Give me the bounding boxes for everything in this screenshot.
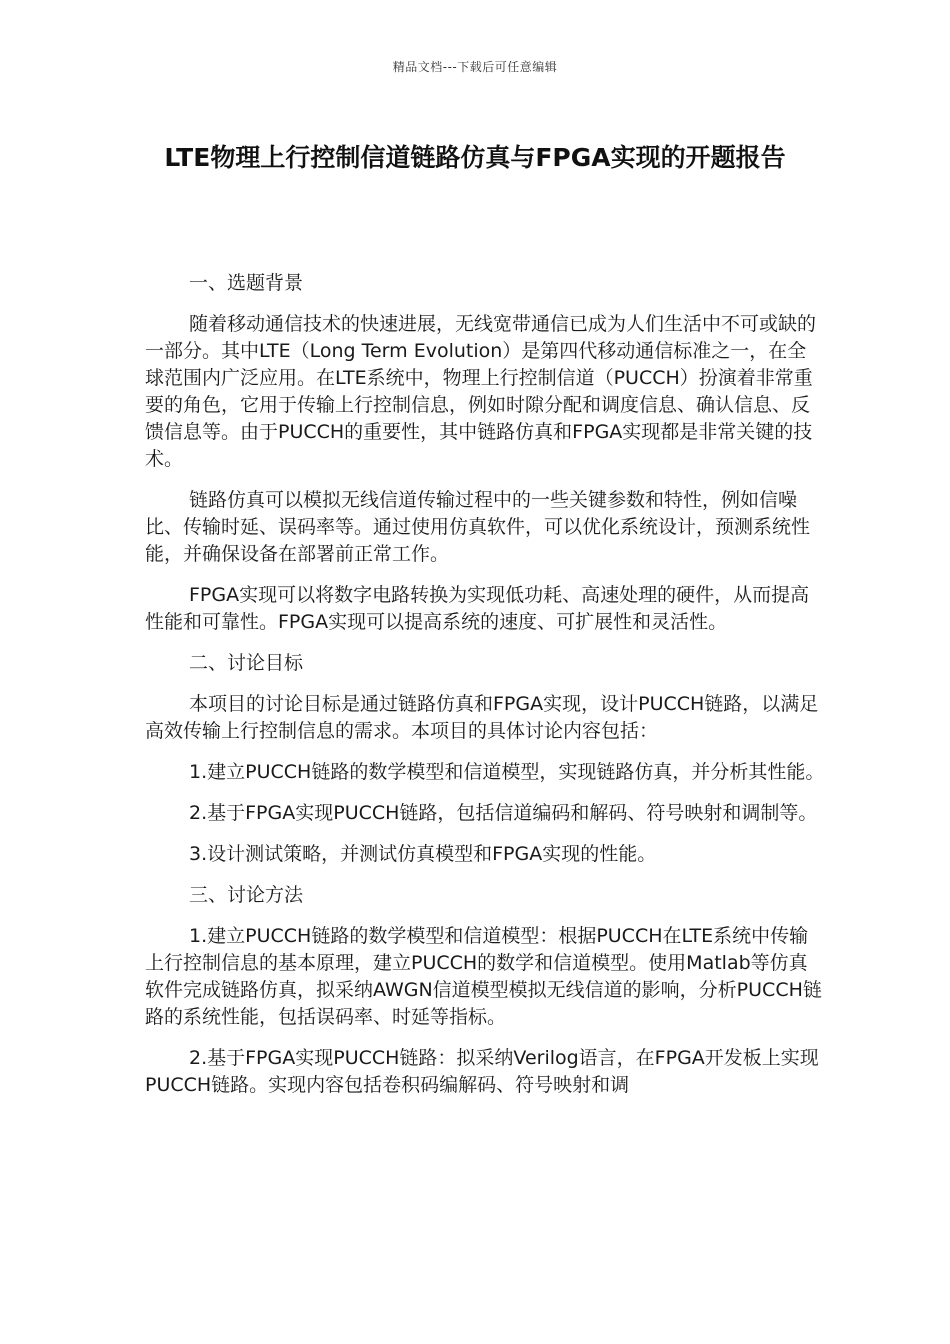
section-heading-goals: 二、讨论目标 xyxy=(189,652,304,674)
paragraph: 本项目的讨论目标是通过链路仿真和FPGA实现，设计PUCCH链路，以满足高效传输上行控制信息的需求。本项目的具体讨论内容包括： xyxy=(145,693,819,742)
paragraph: FPGA实现可以将数字电路转换为实现低功耗、高速处理的硬件，从而提高性能和可靠性。FPGA实现可以提高系统的速度、可扩展性和灵活性。 xyxy=(145,584,810,633)
document-title: LTE物理上行控制信道链路仿真与FPGA实现的开题报告 xyxy=(164,143,786,172)
section-heading-methods: 三、讨论方法 xyxy=(189,884,304,906)
list-item: 2.基于FPGA实现PUCCH链路，包括信道编码和解码、符号映射和调制等。 xyxy=(189,802,818,824)
list-item: 3.设计测试策略，并测试仿真模型和FPGA实现的性能。 xyxy=(189,843,657,865)
list-item: 1.建立PUCCH链路的数学模型和信道模型，实现链路仿真，并分析其性能。 xyxy=(189,761,825,783)
paragraph: 随着移动通信技术的快速进展，无线宽带通信已成为人们生活中不可或缺的一部分。其中LTE（Long Term Evolution）是第四代移动通信标准之一，在全球范围内广泛应用。在LTE系统中，物理上行控制信道（PUCCH）扮演着非常重要的角色，它用于传输上行控制信息，例如时隙分配和调度信息、确认信息、反馈信息等。由于PUCCH的重要性，其中链路仿真和FPGA实现都是非常关键的技术。 xyxy=(145,313,817,470)
document-body xyxy=(145,270,825,1113)
list-item: 1.建立PUCCH链路的数学模型和信道模型：根据PUCCH在LTE系统中传输上行控制信息的基本原理，建立PUCCH的数学和信道模型。使用Matlab等仿真软件完成链路仿真，拟采纳AWGN信道模型模拟无线信道的影响，分析PUCCH链路的系统性能，包括误码率、时延等指标。 xyxy=(145,925,822,1028)
header-note: 精品文档---下载后可任意编辑 xyxy=(392,60,558,74)
list-item: 2.基于FPGA实现PUCCH链路：拟采纳Verilog语言，在FPGA开发板上实现PUCCH链路。实现内容包括卷积码编解码、符号映射和调 xyxy=(145,1047,819,1096)
section-heading-background: 一、选题背景 xyxy=(189,272,304,294)
paragraph: 链路仿真可以模拟无线信道传输过程中的一些关键参数和特性，例如信噪比、传输时延、误码率等。通过使用仿真软件，可以优化系统设计，预测系统性能，并确保设备在部署前正常工作。 xyxy=(145,489,811,565)
